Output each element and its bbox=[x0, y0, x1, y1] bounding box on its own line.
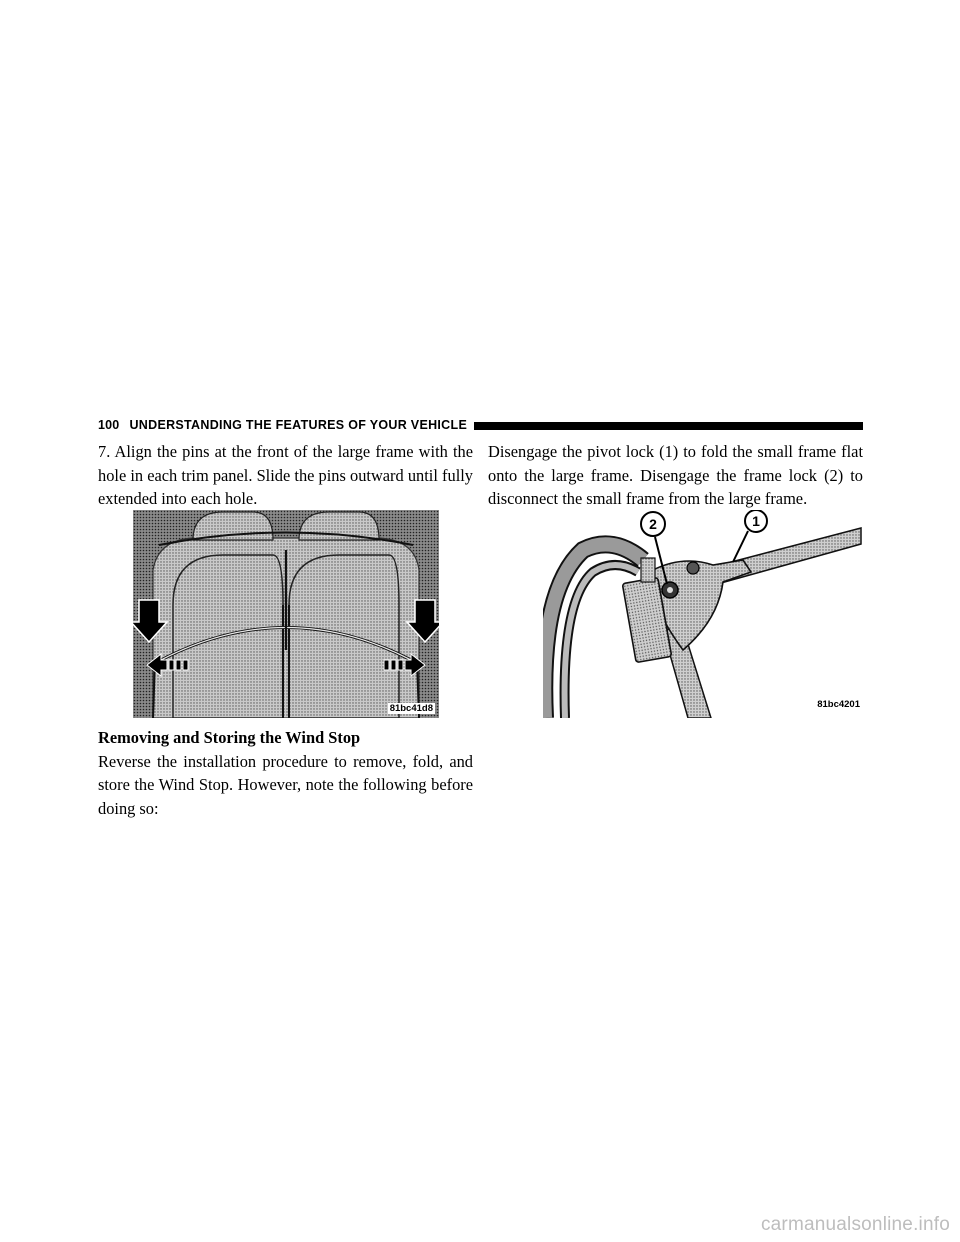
callout-2: 2 bbox=[649, 516, 657, 532]
step-7-text: 7. Align the pins at the front of the large frame with the hole in each trim panel. Slide the pins outward until fully extended into each hole. bbox=[98, 442, 473, 508]
pivot-lock-illustration bbox=[543, 510, 863, 718]
figure-code-left: 81bc41d8 bbox=[389, 703, 433, 714]
callout-1: 1 bbox=[752, 513, 760, 529]
section-body: Reverse the installation procedure to remove, fold, and store the Wind Stop. However, note the following before doing so: bbox=[98, 751, 473, 818]
pivot-lock-text: Disengage the pivot lock (1) to fold the small frame flat onto the large frame. Disengage the frame lock (2) to disconnect the small frame from the large frame. bbox=[488, 442, 863, 508]
seat-pins-illustration bbox=[133, 510, 439, 718]
watermark-text: carmanualsonline.info bbox=[760, 1214, 950, 1235]
wind-stop-install-illustration bbox=[133, 510, 439, 718]
section-heading: Removing and Storing the Wind Stop bbox=[98, 728, 361, 747]
right-column bbox=[488, 440, 863, 511]
figure-code-right: 81bc4201 bbox=[817, 699, 860, 710]
left-column bbox=[98, 440, 473, 511]
section-title: UNDERSTANDING THE FEATURES OF YOUR VEHICLE bbox=[129, 418, 468, 432]
removing-section bbox=[98, 726, 473, 820]
page-header bbox=[98, 418, 863, 432]
frame-lock-illustration bbox=[543, 510, 863, 718]
header-rule bbox=[474, 422, 863, 430]
page-number: 100 bbox=[98, 418, 120, 432]
